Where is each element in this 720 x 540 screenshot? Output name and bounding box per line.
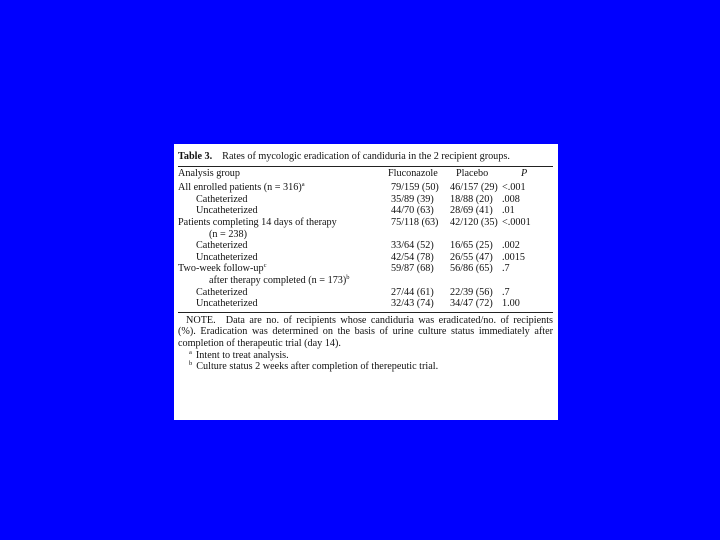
- cell-placebo: [442, 275, 501, 287]
- note-text: Data are no. of recipients whose candiduria was eradicated/no. of recipients (%). Eradication was determined on the basis of urine culture status immediately after completion of therapeutic trial (day 14).: [178, 314, 553, 349]
- cell-group: [178, 252, 382, 264]
- cell-fluconazole: [382, 229, 442, 241]
- col-header-fluconazole: Fluconazole: [388, 167, 438, 179]
- table-row: [178, 263, 553, 275]
- group-label: after therapy completed (n = 173): [209, 274, 347, 286]
- cell-p: 1.00: [502, 298, 520, 310]
- cell-group: [178, 217, 382, 229]
- cell-fluconazole: 42/54 (78): [391, 251, 434, 263]
- table-image: [174, 144, 558, 420]
- cell-group: [178, 298, 382, 312]
- cell-p: .0015: [502, 251, 525, 263]
- footnote-ref: a: [301, 181, 305, 189]
- cell-placebo: [442, 229, 501, 241]
- cell-p: [501, 275, 553, 287]
- cell-group: [178, 275, 382, 287]
- table-row: [178, 240, 553, 252]
- cell-fluconazole: 33/64 (52): [391, 240, 434, 252]
- cell-placebo: 28/69 (41): [450, 205, 493, 217]
- table-row: [178, 217, 553, 229]
- results-table: [178, 167, 553, 312]
- cell-fluconazole: 27/44 (61): [391, 286, 434, 298]
- cell-p: <.0001: [502, 216, 531, 228]
- cell-p: .002: [502, 240, 520, 252]
- cell-group: [178, 194, 382, 206]
- cell-fluconazole: 75/118 (63): [391, 216, 439, 228]
- group-label: Catheterized: [196, 286, 248, 298]
- footnote-ref: b: [346, 273, 350, 281]
- cell-placebo: 34/47 (72): [450, 298, 493, 310]
- cell-fluconazole: 35/89 (39): [391, 193, 434, 205]
- table-caption: [178, 151, 553, 163]
- col-header-placebo: Placebo: [456, 167, 489, 179]
- cell-placebo: 18/88 (20): [450, 193, 493, 205]
- cell-fluconazole: 32/43 (74): [391, 298, 434, 310]
- group-label: Catheterized: [196, 240, 248, 252]
- cell-p: [501, 229, 553, 241]
- cell-p: <.001: [502, 182, 526, 194]
- table-row: [178, 194, 553, 206]
- cell-placebo: 26/55 (47): [450, 251, 493, 263]
- cell-fluconazole: [382, 275, 442, 287]
- cell-p: .008: [502, 193, 520, 205]
- cell-p: .7: [502, 263, 510, 275]
- cell-group: [178, 180, 382, 194]
- bottom-rule: [178, 312, 553, 313]
- group-label: Catheterized: [196, 193, 248, 205]
- table-row: [178, 287, 553, 299]
- table-row: [178, 229, 553, 241]
- cell-group: [178, 229, 382, 241]
- cell-placebo: 46/157 (29): [450, 182, 498, 194]
- table-row: [178, 298, 553, 312]
- cell-group: [178, 263, 382, 275]
- group-label: All enrolled patients (n = 316): [178, 182, 302, 194]
- cell-fluconazole: 59/87 (68): [391, 263, 434, 275]
- group-label: Uncatheterized: [196, 205, 258, 217]
- table-label: Table 3.: [178, 151, 213, 162]
- footnote-text: Intent to treat analysis.: [195, 349, 289, 361]
- table-row: [178, 180, 553, 194]
- cell-fluconazole: 79/159 (50): [391, 182, 439, 194]
- footnote-b: [178, 361, 553, 373]
- group-label: Patients completing 14 days of therapy: [178, 216, 337, 228]
- cell-group: [178, 287, 382, 299]
- cell-placebo: 56/86 (65): [450, 263, 493, 275]
- col-header-group: Analysis group: [178, 167, 240, 179]
- cell-placebo: 16/65 (25): [450, 240, 493, 252]
- footnote-ref: c: [263, 262, 267, 270]
- note-label: NOTE.: [186, 314, 216, 326]
- table-body: [178, 180, 553, 312]
- note-paragraph: [178, 315, 553, 350]
- table-row: [178, 275, 553, 287]
- cell-fluconazole: 44/70 (63): [391, 205, 434, 217]
- table-notes: [178, 315, 553, 373]
- footnote-mark: a: [189, 348, 192, 356]
- header-row: [178, 167, 553, 181]
- cell-placebo: 22/39 (56): [450, 286, 493, 298]
- table-row: [178, 252, 553, 264]
- group-label: Uncatheterized: [196, 251, 258, 263]
- cell-p: .01: [502, 205, 515, 217]
- table-row: [178, 205, 553, 217]
- col-header-p: P: [521, 167, 528, 179]
- group-label: (n = 238): [209, 228, 247, 240]
- cell-group: [178, 240, 382, 252]
- group-label: Two-week follow-up: [178, 263, 264, 275]
- cell-group: [178, 205, 382, 217]
- footnote-a: [178, 350, 553, 362]
- footnote-text: Culture status 2 weeks after completion of therepeutic trial.: [196, 361, 439, 373]
- footnote-mark: b: [189, 360, 193, 368]
- cell-placebo: 42/120 (35): [450, 216, 498, 228]
- table-title: Rates of mycologic eradication of candiduria in the 2 recipient groups.: [222, 151, 510, 162]
- group-label: Uncatheterized: [196, 298, 258, 310]
- cell-p: .7: [502, 286, 510, 298]
